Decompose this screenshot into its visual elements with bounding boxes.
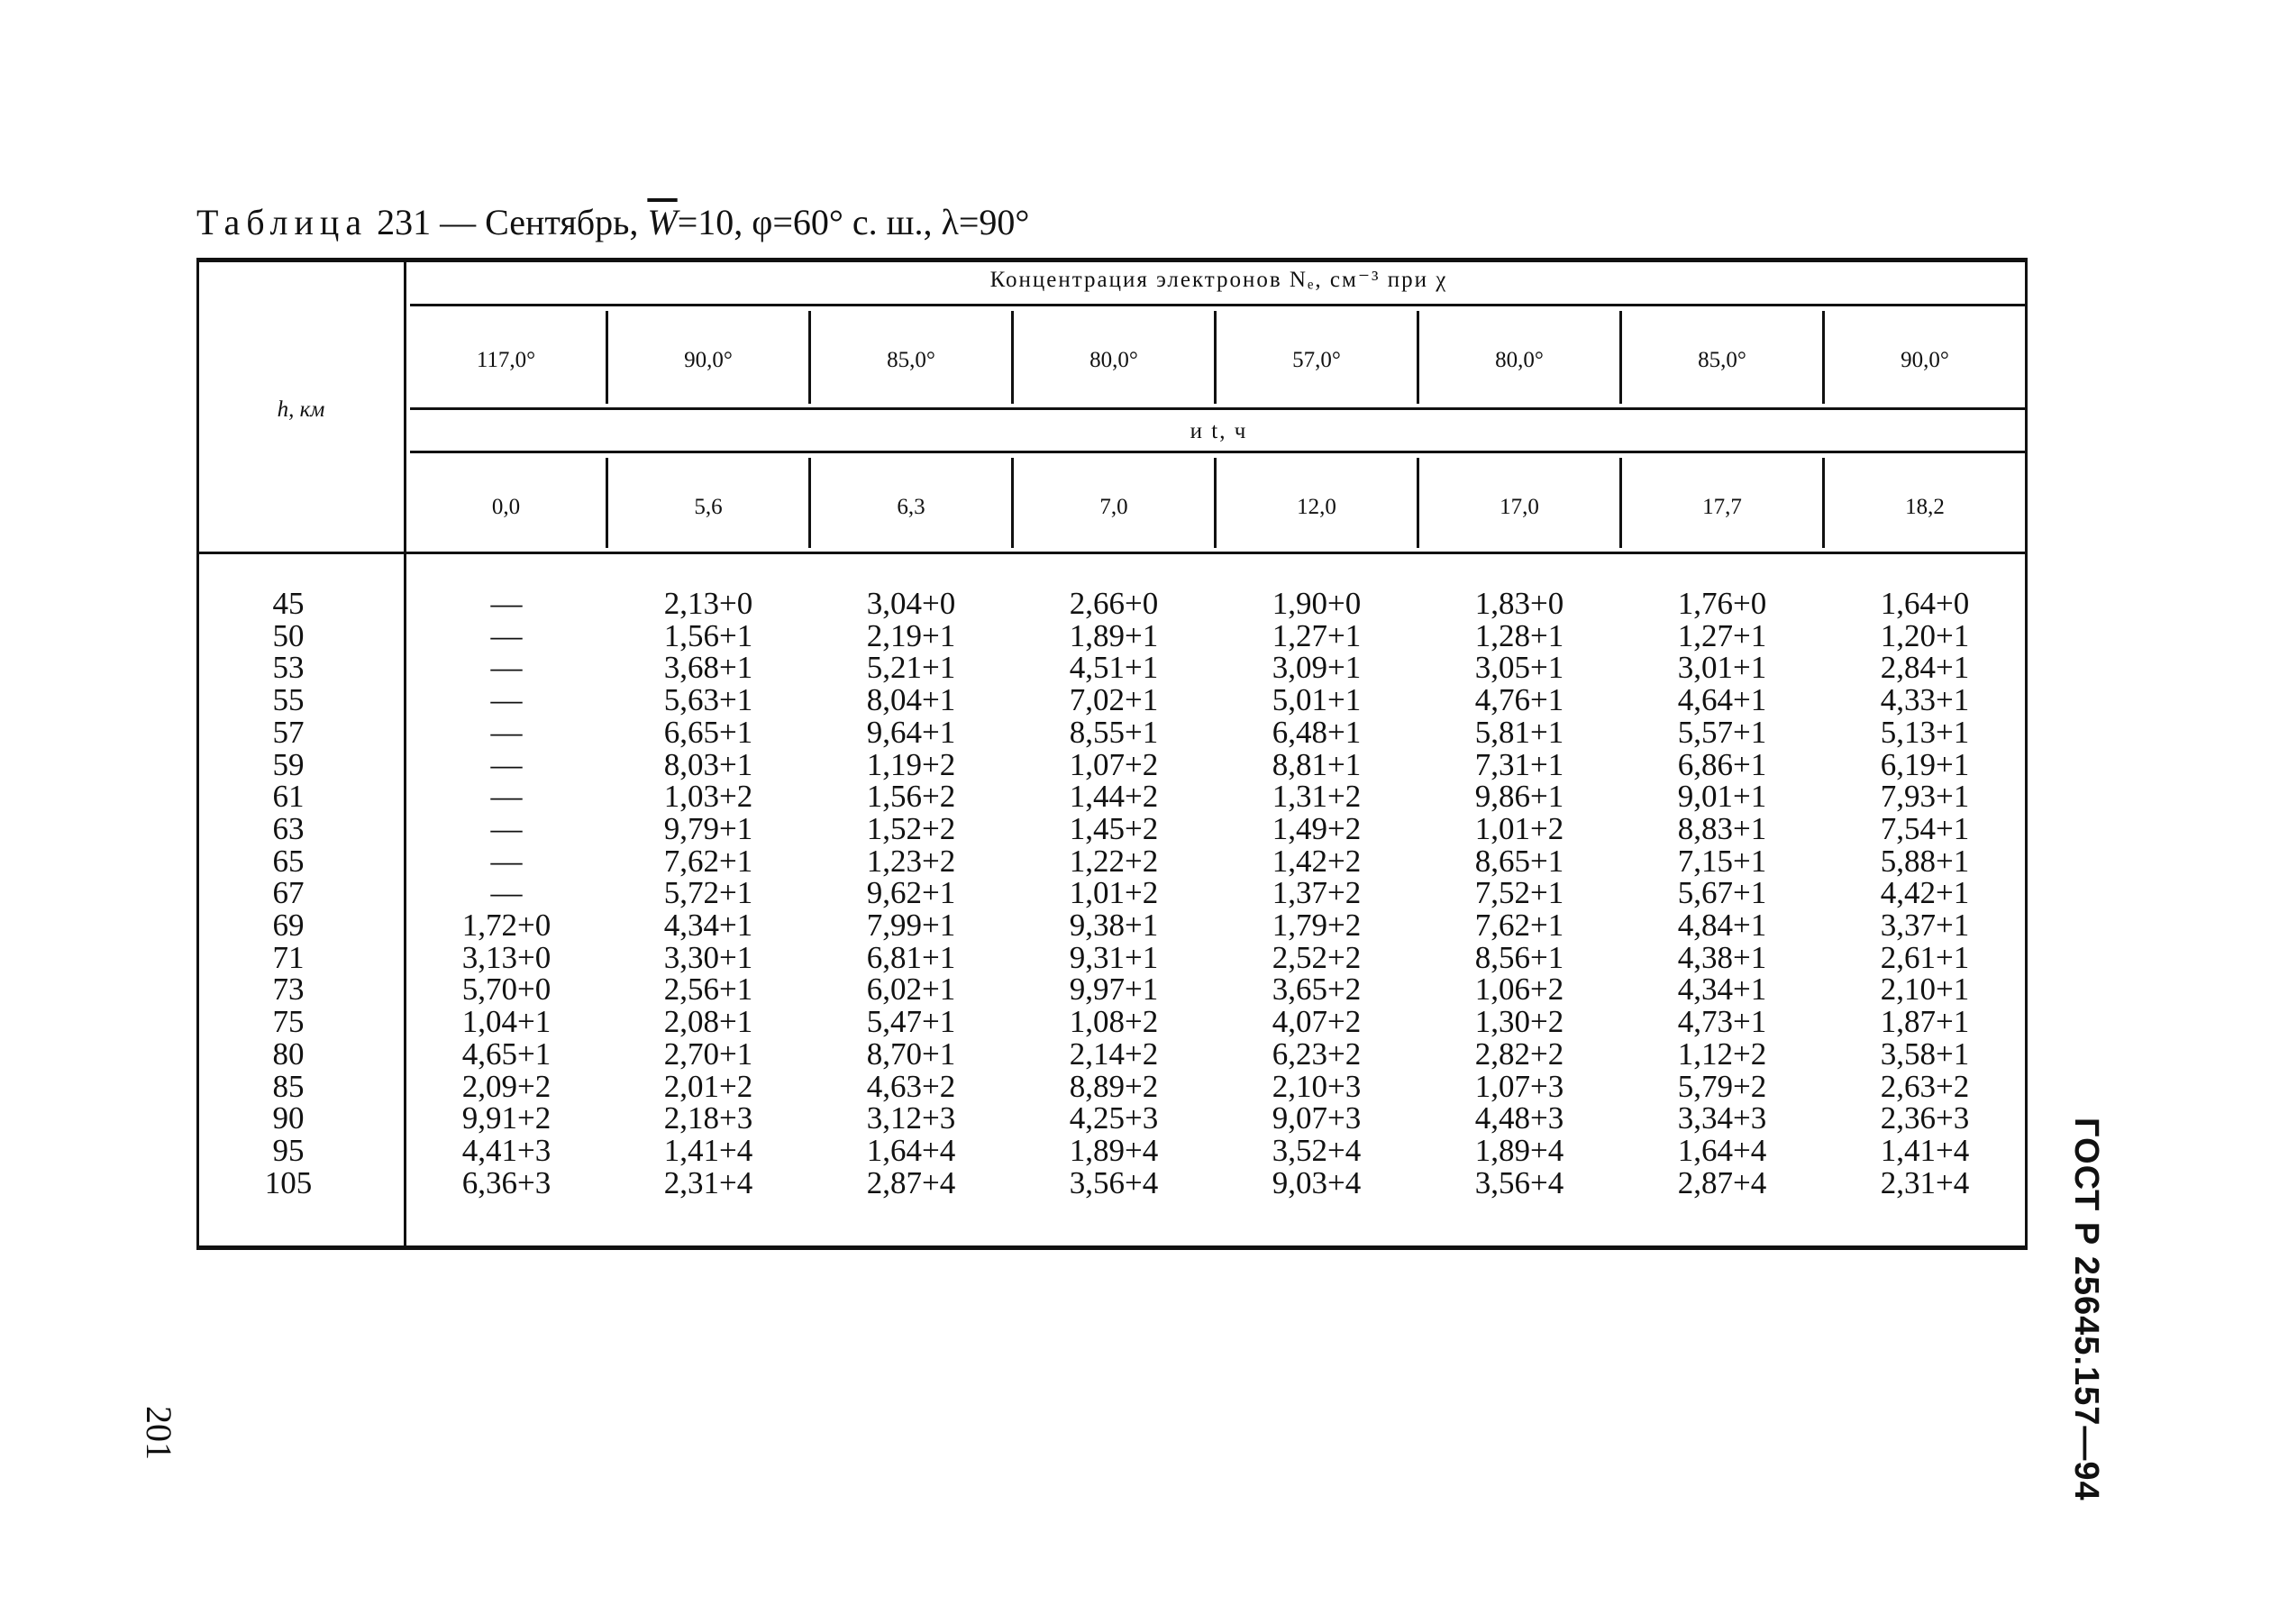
- concentration-value: 2,87+4: [866, 1164, 956, 1200]
- concentration-value: 5,63+1: [663, 682, 753, 718]
- concentration-value: 1,12+2: [1677, 1036, 1767, 1072]
- concentration-value: 8,65+1: [1474, 843, 1564, 879]
- concentration-value: 5,70+0: [461, 972, 552, 1008]
- concentration-value: 4,07+2: [1272, 1004, 1362, 1040]
- concentration-value: 7,93+1: [1880, 779, 1970, 815]
- h-value: 53: [272, 650, 305, 686]
- concentration-value: 3,13+0: [461, 939, 552, 975]
- h-value: 71: [272, 939, 305, 975]
- concentration-value: 6,23+2: [1272, 1036, 1362, 1072]
- concentration-value: 2,31+4: [1880, 1164, 1970, 1200]
- h-value: 105: [264, 1164, 313, 1200]
- concentration-value: 1,64+0: [1880, 586, 1970, 621]
- concentration-value: 4,76+1: [1474, 682, 1564, 718]
- concentration-value: 9,07+3: [1272, 1100, 1362, 1136]
- caption-month: — Сентябрь,: [440, 202, 639, 242]
- h-value: 57: [272, 714, 305, 750]
- caption-number: 231: [377, 202, 432, 242]
- h-value: 85: [272, 1068, 305, 1104]
- chi-value: 85,0°: [1698, 348, 1746, 372]
- concentration-value: 6,81+1: [866, 939, 956, 975]
- h-value: 95: [272, 1132, 305, 1168]
- concentration-value: 9,31+1: [1069, 939, 1159, 975]
- header-rule-1: [410, 304, 2028, 306]
- concentration-value: 2,14+2: [1069, 1036, 1159, 1072]
- concentration-value: 1,01+2: [1474, 810, 1564, 846]
- concentration-value: 9,01+1: [1677, 779, 1767, 815]
- concentration-value: 1,89+1: [1069, 617, 1159, 653]
- concentration-value: 6,19+1: [1880, 746, 1970, 782]
- concentration-value: 3,30+1: [663, 939, 753, 975]
- concentration-value: 7,15+1: [1677, 843, 1767, 879]
- concentration-value: 4,51+1: [1069, 650, 1159, 686]
- concentration-value: 2,18+3: [663, 1100, 753, 1136]
- h-value: 63: [272, 810, 305, 846]
- concentration-value: 5,72+1: [663, 875, 753, 911]
- chi-value: 80,0°: [1089, 348, 1138, 372]
- concentration-value: 5,88+1: [1880, 843, 1970, 879]
- concentration-value: 7,62+1: [1474, 908, 1564, 943]
- concentration-value: 1,01+2: [1069, 875, 1159, 911]
- h-column-header: h, км: [277, 397, 325, 422]
- and-t-header: и t, ч: [1190, 419, 1248, 443]
- concentration-value: 4,41+3: [461, 1132, 552, 1168]
- concentration-value: 9,03+4: [1272, 1164, 1362, 1200]
- t-value: 17,0: [1500, 495, 1539, 519]
- concentration-value: 6,65+1: [663, 714, 753, 750]
- h-value: 65: [272, 843, 305, 879]
- header-rule-3: [410, 451, 2028, 453]
- caption-label: Таблица: [196, 202, 369, 242]
- table-bottom-rule: [196, 1245, 2028, 1250]
- concentration-value: 1,83+0: [1474, 586, 1564, 621]
- table-right-border: [2025, 258, 2028, 1249]
- concentration-value: 9,91+2: [461, 1100, 552, 1136]
- concentration-value: 6,86+1: [1677, 746, 1767, 782]
- concentration-value: 2,52+2: [1272, 939, 1362, 975]
- concentration-value: 1,41+4: [1880, 1132, 1970, 1168]
- concentration-value: 8,03+1: [663, 746, 753, 782]
- caption-params: =10, φ=60° с. ш., λ=90°: [677, 202, 1030, 242]
- concentration-value: 2,87+4: [1677, 1164, 1767, 1200]
- table-top-rule: [196, 258, 2028, 262]
- concentration-value: 9,38+1: [1069, 908, 1159, 943]
- table-caption: [196, 200, 1728, 245]
- concentration-value: 2,84+1: [1880, 650, 1970, 686]
- concentration-value: —: [490, 617, 523, 653]
- t-value: 7,0: [1099, 495, 1128, 519]
- concentration-value: 1,90+0: [1272, 586, 1362, 621]
- concentration-value: 1,19+2: [866, 746, 956, 782]
- h-value: 80: [272, 1036, 305, 1072]
- concentration-value: 3,04+0: [866, 586, 956, 621]
- chi-value: 90,0°: [684, 348, 733, 372]
- concentration-value: 1,89+4: [1069, 1132, 1159, 1168]
- concentration-value: 6,48+1: [1272, 714, 1362, 750]
- concentration-value: 4,34+1: [1677, 972, 1767, 1008]
- concentration-value: 8,55+1: [1069, 714, 1159, 750]
- concentration-value: 2,09+2: [461, 1068, 552, 1104]
- concentration-value: 7,31+1: [1474, 746, 1564, 782]
- caption-w-symbol: $\overline{W}$: [647, 202, 678, 242]
- concentration-value: 8,89+2: [1069, 1068, 1159, 1104]
- concentration-value: 1,03+2: [663, 779, 753, 815]
- concentration-value: 8,04+1: [866, 682, 956, 718]
- concentration-header: Концентрация электронов Nₑ, см⁻³ при χ: [989, 268, 1448, 292]
- concentration-value: 7,02+1: [1069, 682, 1159, 718]
- concentration-value: 4,42+1: [1880, 875, 1970, 911]
- concentration-value: 4,73+1: [1677, 1004, 1767, 1040]
- concentration-value: 1,30+2: [1474, 1004, 1564, 1040]
- concentration-value: —: [490, 810, 523, 846]
- concentration-value: 5,81+1: [1474, 714, 1564, 750]
- concentration-value: 1,56+2: [866, 779, 956, 815]
- concentration-value: 2,10+1: [1880, 972, 1970, 1008]
- concentration-value: 1,28+1: [1474, 617, 1564, 653]
- concentration-value: 1,89+4: [1474, 1132, 1564, 1168]
- concentration-value: 4,25+3: [1069, 1100, 1159, 1136]
- concentration-value: 6,02+1: [866, 972, 956, 1008]
- concentration-value: 2,56+1: [663, 972, 753, 1008]
- concentration-value: 1,45+2: [1069, 810, 1159, 846]
- h-value: 50: [272, 617, 305, 653]
- concentration-value: —: [490, 779, 523, 815]
- concentration-value: 9,62+1: [866, 875, 956, 911]
- header-bottom-rule: [196, 552, 2028, 554]
- concentration-value: 4,84+1: [1677, 908, 1767, 943]
- concentration-value: 5,21+1: [866, 650, 956, 686]
- concentration-value: 6,36+3: [461, 1164, 552, 1200]
- h-value: 90: [272, 1100, 305, 1136]
- t-value: 5,6: [694, 495, 723, 519]
- concentration-value: 4,63+2: [866, 1068, 956, 1104]
- concentration-value: 9,86+1: [1474, 779, 1564, 815]
- concentration-value: 4,64+1: [1677, 682, 1767, 718]
- concentration-value: 1,72+0: [461, 908, 552, 943]
- concentration-value: 1,27+1: [1677, 617, 1767, 653]
- concentration-value: 1,49+2: [1272, 810, 1362, 846]
- document-code: ГОСТ Р 25645.157—94: [2067, 1118, 2105, 1501]
- concentration-value: 2,31+4: [663, 1164, 753, 1200]
- chi-value: 80,0°: [1495, 348, 1544, 372]
- chi-value: 85,0°: [887, 348, 935, 372]
- concentration-value: 3,65+2: [1272, 972, 1362, 1008]
- t-value: 18,2: [1905, 495, 1945, 519]
- t-value: 0,0: [491, 495, 521, 519]
- concentration-value: 1,20+1: [1880, 617, 1970, 653]
- concentration-value: 2,61+1: [1880, 939, 1970, 975]
- concentration-value: 2,08+1: [663, 1004, 753, 1040]
- concentration-value: 5,01+1: [1272, 682, 1362, 718]
- concentration-value: 2,13+0: [663, 586, 753, 621]
- concentration-value: 1,07+2: [1069, 746, 1159, 782]
- chi-value: 117,0°: [476, 348, 536, 372]
- concentration-value: 9,79+1: [663, 810, 753, 846]
- t-value: 6,3: [897, 495, 925, 519]
- concentration-value: 2,63+2: [1880, 1068, 1970, 1104]
- concentration-value: 2,19+1: [866, 617, 956, 653]
- concentration-value: 1,44+2: [1069, 779, 1159, 815]
- concentration-value: 2,36+3: [1880, 1100, 1970, 1136]
- concentration-value: 7,99+1: [866, 908, 956, 943]
- concentration-value: 5,67+1: [1677, 875, 1767, 911]
- concentration-value: 4,38+1: [1677, 939, 1767, 975]
- concentration-value: 1,07+3: [1474, 1068, 1564, 1104]
- concentration-value: 2,70+1: [663, 1036, 753, 1072]
- concentration-value: 1,06+2: [1474, 972, 1564, 1008]
- h-value: 61: [272, 779, 305, 815]
- concentration-value: 1,23+2: [866, 843, 956, 879]
- concentration-value: 8,83+1: [1677, 810, 1767, 846]
- concentration-value: 1,79+2: [1272, 908, 1362, 943]
- concentration-value: 1,22+2: [1069, 843, 1159, 879]
- concentration-value: 8,70+1: [866, 1036, 956, 1072]
- concentration-value: 4,33+1: [1880, 682, 1970, 718]
- concentration-value: 1,76+0: [1677, 586, 1767, 621]
- concentration-value: 1,87+1: [1880, 1004, 1970, 1040]
- concentration-value: —: [490, 875, 523, 911]
- concentration-value: 1,64+4: [1677, 1132, 1767, 1168]
- concentration-value: 4,65+1: [461, 1036, 552, 1072]
- concentration-value: 7,54+1: [1880, 810, 1970, 846]
- concentration-value: —: [490, 682, 523, 718]
- concentration-value: 2,82+2: [1474, 1036, 1564, 1072]
- concentration-value: 1,08+2: [1069, 1004, 1159, 1040]
- concentration-value: —: [490, 650, 523, 686]
- concentration-value: 3,37+1: [1880, 908, 1970, 943]
- concentration-value: 8,56+1: [1474, 939, 1564, 975]
- header-rule-2: [410, 407, 2028, 410]
- concentration-value: 9,97+1: [1069, 972, 1159, 1008]
- concentration-value: 5,13+1: [1880, 714, 1970, 750]
- concentration-value: 7,52+1: [1474, 875, 1564, 911]
- h-value: 75: [272, 1004, 305, 1040]
- concentration-value: 1,31+2: [1272, 779, 1362, 815]
- concentration-value: 3,56+4: [1069, 1164, 1159, 1200]
- concentration-value: 3,12+3: [866, 1100, 956, 1136]
- page-number: 201: [139, 1406, 179, 1460]
- t-value: 17,7: [1702, 495, 1742, 519]
- concentration-value: 1,42+2: [1272, 843, 1362, 879]
- h-value: 69: [272, 908, 305, 943]
- concentration-value: 5,79+2: [1677, 1068, 1767, 1104]
- concentration-value: 4,34+1: [663, 908, 753, 943]
- concentration-value: 1,41+4: [663, 1132, 753, 1168]
- concentration-value: —: [490, 714, 523, 750]
- concentration-value: 1,56+1: [663, 617, 753, 653]
- concentration-value: 3,05+1: [1474, 650, 1564, 686]
- concentration-value: 7,62+1: [663, 843, 753, 879]
- concentration-value: 9,64+1: [866, 714, 956, 750]
- t-value: 12,0: [1297, 495, 1336, 519]
- concentration-value: 3,34+3: [1677, 1100, 1767, 1136]
- concentration-value: 2,66+0: [1069, 586, 1159, 621]
- concentration-value: 3,52+4: [1272, 1132, 1362, 1168]
- concentration-value: 5,57+1: [1677, 714, 1767, 750]
- concentration-value: —: [490, 586, 523, 621]
- concentration-value: 3,68+1: [663, 650, 753, 686]
- chi-value: 57,0°: [1292, 348, 1341, 372]
- concentration-value: 3,58+1: [1880, 1036, 1970, 1072]
- concentration-value: 1,64+4: [866, 1132, 956, 1168]
- chi-value: 90,0°: [1901, 348, 1949, 372]
- h-value: 59: [272, 746, 305, 782]
- concentration-value: 3,01+1: [1677, 650, 1767, 686]
- h-value: 67: [272, 875, 305, 911]
- concentration-value: 5,47+1: [866, 1004, 956, 1040]
- h-value: 73: [272, 972, 305, 1008]
- concentration-value: 1,37+2: [1272, 875, 1362, 911]
- concentration-value: 2,10+3: [1272, 1068, 1362, 1104]
- h-value: 45: [272, 586, 305, 621]
- concentration-value: 1,52+2: [866, 810, 956, 846]
- concentration-value: —: [490, 843, 523, 879]
- concentration-value: 3,56+4: [1474, 1164, 1564, 1200]
- concentration-value: 1,27+1: [1272, 617, 1362, 653]
- concentration-value: —: [490, 746, 523, 782]
- concentration-value: 1,04+1: [461, 1004, 552, 1040]
- concentration-value: 2,01+2: [663, 1068, 753, 1104]
- concentration-value: 3,09+1: [1272, 650, 1362, 686]
- concentration-value: 4,48+3: [1474, 1100, 1564, 1136]
- concentration-value: 8,81+1: [1272, 746, 1362, 782]
- h-value: 55: [272, 682, 305, 718]
